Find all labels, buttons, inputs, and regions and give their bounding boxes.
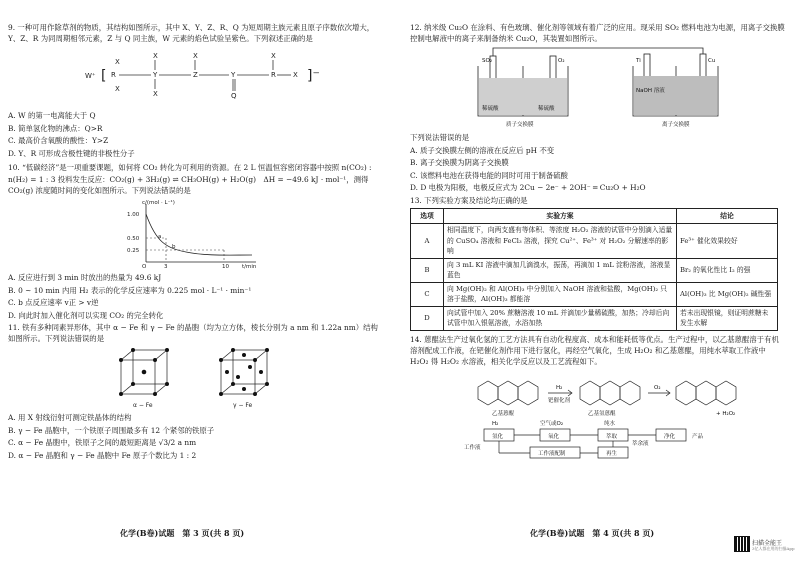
q13-header-plan: 实验方案 xyxy=(444,209,677,224)
flow-working-liquid: 工作液 xyxy=(463,445,481,452)
q11-option-d: D. α − Fe 晶胞和 γ − Fe 晶胞中 Fe 原子个数比为 1 : 2 xyxy=(8,450,197,460)
q10-ytick-1: 1.00 xyxy=(126,212,139,219)
flow-input-h2: H₂ xyxy=(491,421,498,428)
left-page xyxy=(8,22,383,527)
q13-header-conclusion: 结论 xyxy=(677,209,778,224)
q12-electrolysis-figure xyxy=(458,46,738,130)
q13-row-d-plan: 向试管中加入 20% 蔗糖溶液 10 mL 并滴加少量稀硫酸，加热；冷却后向试管中加入银氨溶液，水浴加热 xyxy=(444,306,677,330)
label-ti: Ti xyxy=(635,58,641,65)
q10-xtick-1: 3 xyxy=(163,264,167,271)
q11-stem: 11. 铁有多种同素异形体，其中 α − Fe 和 γ − Fe 的晶胞（均为立方体，棱长分别为 a nm 和 1.22a nm）结构如图所示。下列说法错误的是 xyxy=(8,323,378,344)
q12-option-a: A. 质子交换膜左侧的溶液在反应后 pH 不变 xyxy=(410,145,555,155)
q10-ylabel: c/(mol · L⁻¹) xyxy=(141,200,175,207)
svg-text:Y: Y xyxy=(152,71,157,80)
q10-option-b: B. 0 ~ 10 min 内用 H₂ 表示的化学反应速率为 0.225 mol · L⁻¹ · min⁻¹ xyxy=(8,285,252,295)
q9-option-a: A. W 的第一电离能大于 Q xyxy=(8,111,96,121)
q13-stem: 13. 下列实验方案及结论均正确的是 xyxy=(410,195,528,205)
table-row xyxy=(411,282,778,306)
label-o2-react: O₂ xyxy=(653,385,661,392)
label-dilute-h2so4-left: 稀硫酸 xyxy=(481,106,499,113)
svg-text:b: b xyxy=(171,244,175,251)
svg-text:[: [ xyxy=(100,68,106,85)
label-naoh: NaOH 溶液 xyxy=(635,88,665,95)
label-proton-membrane: 质子交换膜 xyxy=(505,122,534,129)
q10-concentration-chart xyxy=(126,198,266,270)
alpha-fe-label: α − Fe xyxy=(132,402,153,410)
q9-structure-figure xyxy=(71,46,321,108)
atom-w: W⁺ xyxy=(84,72,96,81)
svg-text:Q: Q xyxy=(230,92,237,101)
flow-output-product: 产品 xyxy=(691,434,703,441)
q14-stem: 14. 蒽醌法生产过氧化氢的工艺方法具有自动化程度高、成本和能耗低等优点。生产过程中，以乙基蒽醌溶于有机溶剂配成工作液，在钯催化剂作用下进行氢化，再经空气氧化，生成 H₂O₂ 和乙基蒽醌，用纯水萃取工作液中 H₂O₂ 得 H₂O₂ 水溶液，相关化学反应以及工艺流程如下。 xyxy=(410,334,779,367)
table-row xyxy=(411,224,778,259)
table-row xyxy=(411,306,778,330)
flow-input-raffinate: 萃余液 xyxy=(631,441,649,448)
q13-row-b-plan: 向 3 mL KI 溶液中滴加几滴溴水，振荡，再滴加 1 mL 淀粉溶液，溶液显蓝色 xyxy=(444,258,677,282)
flow-extraction: 萃取 xyxy=(605,434,617,441)
watermark-label: 扫描全能王 xyxy=(752,540,783,547)
svg-text:a: a xyxy=(157,234,161,241)
watermark-sub: 3亿人都在用的扫描App xyxy=(752,546,795,551)
q11-option-a: A. 用 X 射线衍射可测定铁晶体的结构 xyxy=(8,413,132,423)
q10-xtick-2: 10 xyxy=(221,264,229,271)
svg-text:R: R xyxy=(270,71,276,80)
qr-code-icon xyxy=(734,536,750,552)
q11-crystal-figure xyxy=(81,346,311,410)
left-page-footer: 化学(B卷)试题 第 3 页(共 8 页) xyxy=(120,528,245,538)
q13-row-b-key: B xyxy=(411,258,444,282)
label-so2: SO₂ xyxy=(481,58,492,65)
q13-row-d-key: D xyxy=(411,306,444,330)
svg-text:X: X xyxy=(192,52,198,61)
q10-co2-curve xyxy=(146,214,252,255)
label-ethylanthraquinone: 乙基蒽醌 xyxy=(491,411,514,418)
svg-text:Y: Y xyxy=(230,71,235,80)
label-h2: H₂ xyxy=(555,385,562,392)
label-ethylhydroanthraquinone: 乙基氢蒽醌 xyxy=(587,411,616,418)
svg-text:X: X xyxy=(114,85,120,94)
q13-table xyxy=(410,208,778,331)
q13-row-b-conclusion: Br₂ 的氧化性比 I₂ 的强 xyxy=(677,258,778,282)
flow-input-water: 纯水 xyxy=(603,421,615,428)
q11-option-c: C. α − Fe 晶胞中，铁原子之间的最短距离是 √3/2 a nm xyxy=(8,438,197,448)
label-pd-catalyst: 钯催化剂 xyxy=(547,398,570,405)
label-dilute-h2so4-right: 稀硫酸 xyxy=(537,106,555,113)
q13-row-c-conclusion: Al(OH)₃ 比 Mg(OH)₂ 碱性强 xyxy=(677,282,778,306)
q9-option-b: B. 简单氢化物的沸点：Q>R xyxy=(8,123,103,133)
label-h2o2-product: + H₂O₂ xyxy=(715,411,735,418)
q13-row-d-conclusion: 若未出现银镜，则证明蔗糖未发生水解 xyxy=(677,306,778,330)
flow-purification: 净化 xyxy=(663,434,675,441)
q13-row-a-conclusion: Fe³⁺ 催化效果较好 xyxy=(677,224,778,259)
flow-hydrogenation: 氢化 xyxy=(491,434,503,441)
q10-option-a: A. 反应进行到 3 min 时放出的热量为 49.6 kJ xyxy=(8,273,162,283)
right-page xyxy=(410,22,785,527)
q10-ytick-3: 0.25 xyxy=(126,248,139,255)
q10-origin: O xyxy=(141,264,146,271)
svg-text:X: X xyxy=(114,58,120,67)
q11-option-b: B. γ − Fe 晶胞中，一个铁原子周围最多有 12 个紧邻的铁原子 xyxy=(8,425,215,435)
svg-text:X: X xyxy=(270,52,276,61)
svg-text:Z: Z xyxy=(192,71,198,80)
label-cu: Cu xyxy=(707,58,715,65)
q9-stem: 9. 一种可用作除草剂的物质，其结构如图所示，其中 X、Y、Z、R、Q 为短周期主族元素且原子序数依次增大，Y、Z、R 为同周期相邻元素，Z 与 Q 同主族，W 元素的焰色试验呈紫色。下列叙述正确的是 xyxy=(8,23,375,44)
svg-text:]⁻: ]⁻ xyxy=(306,68,320,85)
svg-text:X: X xyxy=(152,52,158,61)
svg-text:R: R xyxy=(110,71,116,80)
q10-stem: 10. “低碳经济”是一项重要课题，如何将 CO₂ 转化为可利用的资源。在 2 L 恒温恒容密闭容器中按照 n(CO₂) : n(H₂) = 1 : 3 投料发生反应：CO₂(g) + 3H₂(g) ⇌ CH₃OH(g) + H₂O(g) ΔH = −49.6 kJ · mol⁻¹，测得 CO₂(g) 浓度随时间的变化如图所示。下列说法错误的是 xyxy=(8,163,372,195)
svg-text:X: X xyxy=(152,90,158,99)
label-o2: O₂ xyxy=(557,58,565,65)
q12-prompt: 下列说法错误的是 xyxy=(410,133,470,143)
q12-stem: 12. 纳米级 Cu₂O 在涂料、有色玻璃、催化剂等领域有着广泛的应用。现采用 SO₂ 燃料电池为电源，用离子交换膜控制电解液中的离子来制备纳米 Cu₂O，其装置如图所示。 xyxy=(410,23,785,44)
q9-option-d: D. Y、R 可形成含极性键的非极性分子 xyxy=(8,148,135,158)
q13-row-a-plan: 相同温度下，向两支盛有等体积、等浓度 H₂O₂ 溶液的试管中分别滴入适量的 CuSO₄ 溶液和 FeCl₃ 溶液，探究 Cu²⁺、Fe³⁺ 对 H₂O₂ 分解速率的影响 xyxy=(444,224,677,259)
q12-option-b: B. 离子交换膜为阴离子交换膜 xyxy=(410,158,509,168)
flow-oxidation: 氧化 xyxy=(547,434,559,441)
q13-header-option: 选项 xyxy=(411,209,444,224)
flow-regeneration: 再生 xyxy=(605,451,617,458)
flow-input-air: 空气或O₂ xyxy=(539,421,563,428)
q13-row-c-key: C xyxy=(411,282,444,306)
svg-text:X: X xyxy=(292,71,298,80)
q13-row-a-key: A xyxy=(411,224,444,259)
q10-xlabel: t/min xyxy=(241,264,256,271)
label-ion-membrane: 离子交换膜 xyxy=(661,122,690,129)
q12-option-d: D. D 电极为阳极，电极反应式为 2Cu − 2e⁻ + 2OH⁻ ═ Cu₂O + H₂O xyxy=(410,183,646,193)
q13-row-c-plan: 向 Mg(OH)₂ 和 Al(OH)₃ 中分别加入 NaOH 溶液和盐酸，Mg(OH)₂ 只溶于盐酸，Al(OH)₃ 都能溶 xyxy=(444,282,677,306)
gamma-fe-label: γ − Fe xyxy=(232,402,252,410)
flow-prep: 工作液配制 xyxy=(537,451,566,458)
q14-reaction-flow-figure xyxy=(448,369,748,461)
q12-option-c: C. 该燃料电池在获得电能的同时可用于制备硫酸 xyxy=(410,170,568,180)
q10-option-c: C. b 点反应速率 v正 > v逆 xyxy=(8,298,99,308)
q10-ytick-2: 0.50 xyxy=(126,236,139,243)
right-page-footer: 化学(B卷)试题 第 4 页(共 8 页) xyxy=(530,528,655,538)
q10-option-d: D. 向此时加入催化剂可以实现 CO₂ 的完全转化 xyxy=(8,310,164,320)
table-row xyxy=(411,258,778,282)
q9-option-c: C. 最高价含氧酸的酸性：Y>Z xyxy=(8,136,109,146)
